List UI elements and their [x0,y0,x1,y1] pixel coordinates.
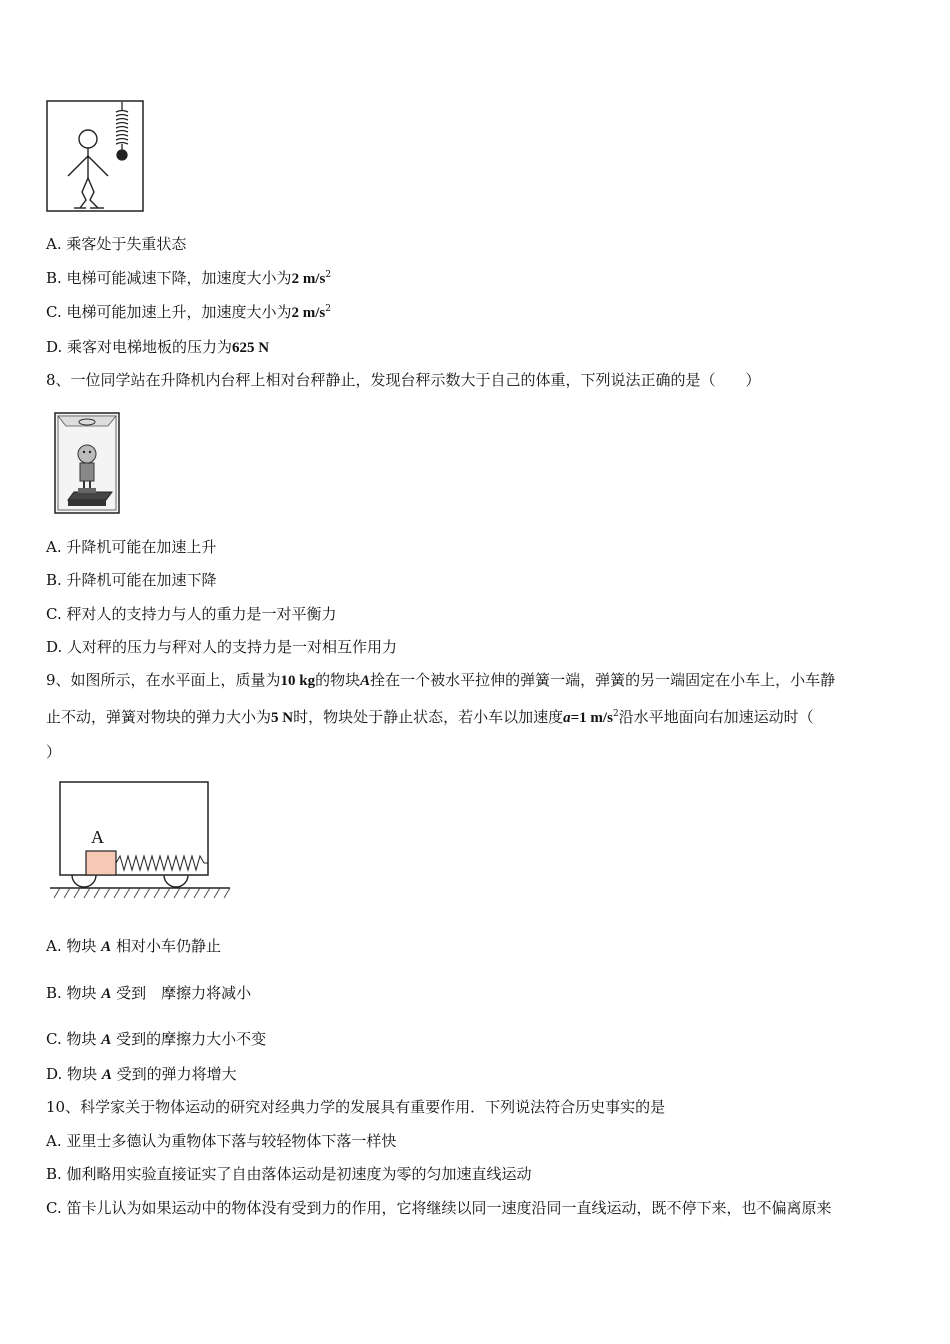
superscript: 2 [325,304,331,314]
q7-option-c [46,302,331,323]
pressure-value: 625 N [232,340,270,356]
acceleration-value: 2 m/s [291,305,326,321]
option-text: C. 电梯可能加速上升，加速度大小为 [46,303,292,321]
q8-option-d: D. 人对秤的压力与秤对人的支持力是一对相互作用力 [46,638,398,656]
force-value: 5 N [271,710,294,726]
q7-option-d [46,337,269,358]
option-text: C. 物块 [46,1030,97,1048]
option-text: 受到的弹力将增大 [116,1065,237,1083]
block-var: A [101,986,112,1002]
option-text: 相对小车仍静止 [115,937,221,955]
q9-option-c [46,1029,266,1050]
q9-stem-line1 [46,670,835,691]
block-label: A [91,827,104,847]
option-text: D. 物块 [46,1065,98,1083]
q10-stem: 10、科学家关于物体运动的研究对经典力学的发展具有重要作用．下列说法符合历史事实的是 [46,1098,666,1116]
option-text: 受到的摩擦力大小不变 [116,1030,267,1048]
q8-option-b: B. 升降机可能在加速下降 [46,571,217,589]
elevator-spring-figure [46,100,146,214]
q9-option-b [46,983,251,1004]
q8-option-c: C. 秤对人的支持力与人的重力是一对平衡力 [46,605,337,623]
stem-text: 时，物块处于静止状态，若小车以加速度 [293,708,564,726]
q8-stem: 8、一位同学站在升降机内台秤上相对台秤静止，发现台秤示数大于自己的体重，下列说法正确的是（ ） [46,371,761,389]
q9-stem-line2 [46,707,814,728]
superscript: 2 [612,709,619,719]
mass-value: 10 kg [280,673,316,689]
accel-value: =1 m/s [570,710,613,726]
q9-option-a [46,936,221,957]
q9-stem-line3: ） [46,743,62,761]
option-text: 受到 摩擦力将减小 [116,984,252,1002]
cart-spring-figure [50,780,234,900]
block-var: A [101,939,112,955]
q7-option-a: A. 乘客处于失重状态 [46,235,187,253]
q9-option-d [46,1064,237,1085]
q8-option-a: A. 升降机可能在加速上升 [46,538,217,556]
accel-var: a [563,710,571,726]
stem-text: 止不动，弹簧对物块的弹力大小为 [46,708,272,726]
acceleration-value: 2 m/s [291,271,326,287]
option-text: B. 电梯可能减速下降，加速度大小为 [46,269,292,287]
cart-spring-drawing [50,780,234,900]
block-var: A [101,1067,112,1083]
option-text: A. 物块 [46,937,97,955]
stem-text: 9、如图所示，在水平面上，质量为 [46,671,281,689]
option-text: B. 物块 [46,984,97,1002]
block-var: A [360,673,371,689]
stem-text: 的物块 [315,671,361,689]
q10-option-c: C. 笛卡儿认为如果运动中的物体没有受到力的作用，它将继续以同一速度沿同一直线运动，既不停下来，也不偏离原来 [46,1199,832,1217]
stem-text: 拴在一个被水平拉伸的弹簧一端，弹簧的另一端固定在小车上，小车静 [370,671,836,689]
block-var: A [101,1032,112,1048]
q10-option-b: B. 伽利略用实验直接证实了自由落体运动是初速度为零的匀加速直线运动 [46,1165,532,1183]
stem-text: 沿水平地面向右加速运动时（ [618,708,814,726]
q7-option-b [46,268,331,289]
superscript: 2 [325,270,332,280]
q10-option-a: A. 亚里士多德认为重物体下落与较轻物体下落一样快 [46,1132,397,1150]
option-text: D. 乘客对电梯地板的压力为 [46,338,233,356]
lift-scale-figure [54,412,120,514]
